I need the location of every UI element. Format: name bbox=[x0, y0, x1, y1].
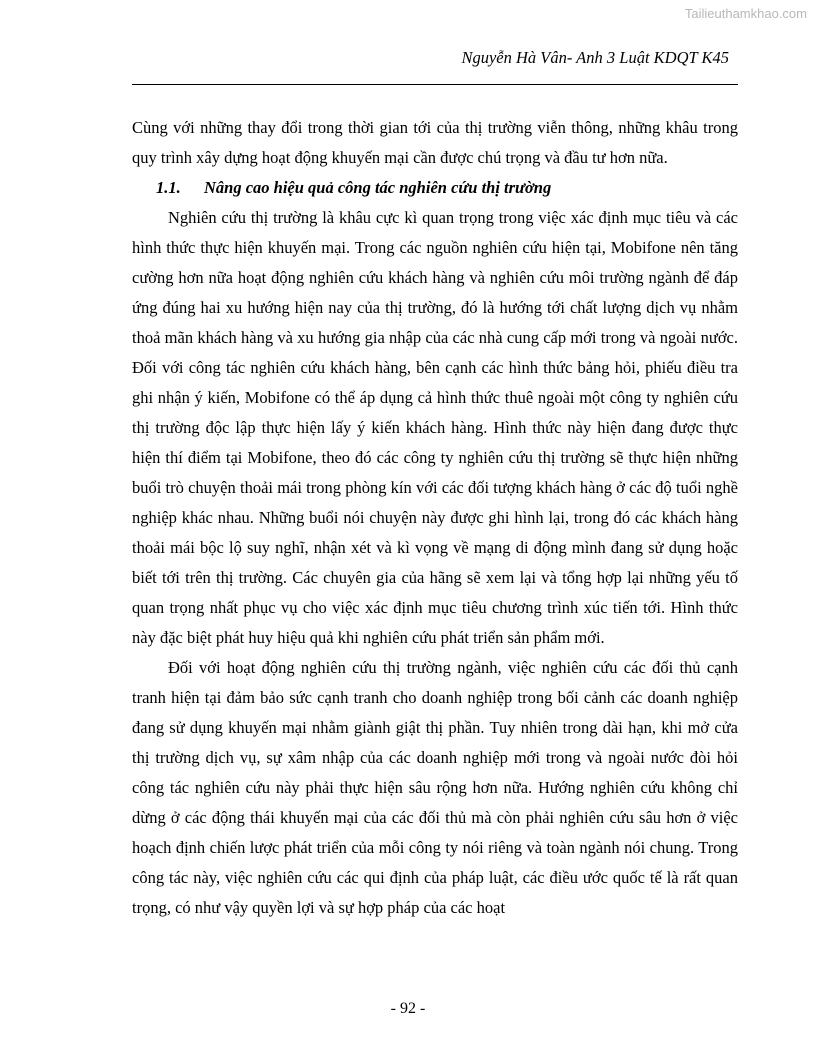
section-number: 1.1. bbox=[156, 178, 181, 197]
header-divider bbox=[132, 84, 738, 85]
watermark: Tailieuthamkhao.com bbox=[684, 6, 807, 21]
section-title: Nâng cao hiệu quả công tác nghiên cứu thị trường bbox=[204, 178, 552, 197]
page-number: - 92 - bbox=[390, 1000, 426, 1017]
running-header: Nguyễn Hà Vân- Anh 3 Luật KDQT K45 bbox=[461, 48, 729, 67]
section-heading bbox=[132, 173, 738, 203]
body-paragraph-2: Đối với hoạt động nghiên cứu thị trường ngành, việc nghiên cứu các đối thủ cạnh tranh hiện tại đảm bảo sức cạnh tranh cho doanh nghiệp trong bối cảnh các doanh nghiệp đang sử dụng khuyến mại nhằm giành giật thị phần. Tuy nhiên trong dài hạn, khi mở cửa thị trường dịch vụ, sự xâm nhập của các doanh nghiệp mới trong và ngoài nước đòi hỏi công tác nghiên cứu này phải thực hiện sâu rộng hơn nữa. Hướng nghiên cứu không chỉ dừng ở các động thái khuyến mại của các đối thủ mà còn phải nghiên cứu sâu hơn ở việc hoạch định chiến lược phát triển của mỗi công ty nói riêng và toàn ngành nói chung. Trong công tác này, việc nghiên cứu các qui định của pháp luật, các điều ước quốc tế là rất quan trọng, có như vậy quyền lợi và sự hợp pháp của các hoạt bbox=[132, 658, 738, 917]
intro-paragraph: Cùng với những thay đổi trong thời gian tới của thị trường viễn thông, những khâu trong quy trình xây dựng hoạt động khuyến mại cần được chú trọng và đầu tư hơn nữa. bbox=[132, 118, 738, 167]
page-body bbox=[132, 113, 738, 923]
body-paragraph-1: Nghiên cứu thị trường là khâu cực kì quan trọng trong việc xác định mục tiêu và các hình thức thực hiện khuyến mại. Trong các nguồn nghiên cứu hiện tại, Mobifone nên tăng cường hơn nữa hoạt động nghiên cứu khách hàng và nghiên cứu môi trường ngành để đáp ứng đúng hai xu hướng hiện nay của thị trường, đó là hướng tới chất lượng dịch vụ nhằm thoả mãn khách hàng và xu hướng gia nhập của các nhà cung cấp mới trong và ngoài nước. Đối với công tác nghiên cứu khách hàng, bên cạnh các hình thức bảng hỏi, phiếu điều tra ghi nhận ý kiến, Mobifone có thể áp dụng cả hình thức thuê ngoài một công ty nghiên cứu thị trường độc lập thực hiện lấy ý kiến khách hàng. Hình thức này hiện đang được thực hiện thí điểm tại Mobifone, theo đó các công ty nghiên cứu thị trường sẽ thực hiện những buổi trò chuyện thoải mái trong phòng kín với các đối tượng khách hàng ở các độ tuổi nghề nghiệp khác nhau. Những buổi nói chuyện này được ghi hình lại, trong đó các khách hàng thoải mái bộc lộ suy nghĩ, nhận xét và kì vọng về mạng di động mình đang sử dụng hoặc biết tới trên thị trường. Các chuyên gia của hãng sẽ xem lại và tổng hợp lại những yếu tố quan trọng nhất phục vụ cho việc xác định mục tiêu chương trình xúc tiến tới. Hình thức này đặc biệt phát huy hiệu quả khi nghiên cứu phát triển sản phẩm mới. bbox=[132, 208, 738, 647]
